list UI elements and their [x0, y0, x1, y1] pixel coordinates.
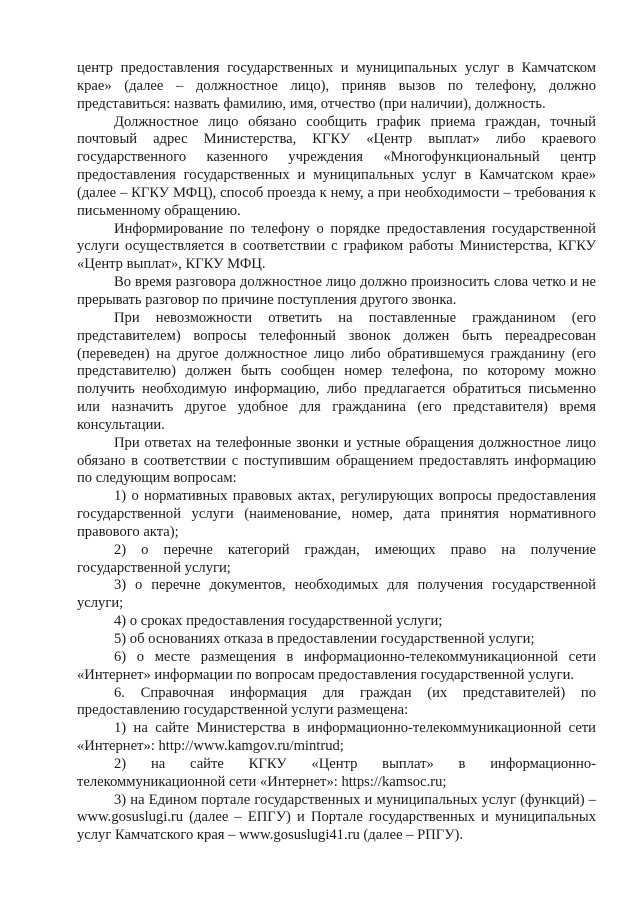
paragraph-call-redirect: При невозможности ответить на поставленные гражданином (его представителем) вопросы телефонный звонок должен быть переадресован (переведен) на другое должностное лицо либо обратившемуся гражданину (его представителю) должен быть сообщен номер телефона, по которому можно получить необходимую информацию, либо предлагается обратиться письменно или назначить другое удобное для гражданина (его представителя) время консультации.: [77, 309, 596, 433]
list-item-internet-info: 6) о месте размещения в информационно-телекоммуникационной сети «Интернет» информации по вопросам предоставления государственной услуги.: [77, 648, 596, 683]
list-item-citizen-categories: 2) о перечне категорий граждан, имеющих право на получение государственной услуги;: [77, 541, 596, 576]
list-item-ministry-site: 1) на сайте Министерства в информационно-телекоммуникационной сети «Интернет»: http://www.kamgov.ru/mintrud;: [77, 720, 596, 755]
list-item-payment-center-site: 2) на сайте КГКУ «Центр выплат» в информационно-телекоммуникационной сети «Интернет»: https://kamsoc.ru;: [77, 755, 596, 790]
paragraph-answer-topics: При ответах на телефонные звонки и устные обращения должностное лицо обязано в соответствии с поступившим обращением предоставлять информацию по следующим вопросам:: [77, 434, 596, 487]
list-item-documents: 3) о перечне документов, необходимых для получения государственной услуги;: [77, 577, 596, 612]
paragraph-reference-info: 6. Справочная информация для граждан (их представителей) по предоставлению государственной услуги размещена:: [77, 684, 596, 719]
paragraph-continuation: центр предоставления государственных и муниципальных услуг в Камчатском крае» (далее – должностное лицо), приняв вызов по телефону, должно представиться: назвать фамилию, имя, отчество (при наличии), должность.: [77, 60, 596, 112]
list-item-refusal-grounds: 5) об основаниях отказа в предоставлении государственной услуги;: [114, 631, 535, 647]
document-page: [77, 60, 596, 845]
list-item-portals: 3) на Едином портале государственных и муниципальных услуг (функций) – www.gosuslugi.ru (далее – ЕПГУ) и Портале государственных и муниципальных услуг Камчатского края – www.gosuslugi41.ru (далее – РПГУ).: [77, 791, 596, 844]
list-item-deadlines: 4) о сроках предоставления государственной услуги;: [114, 613, 443, 630]
paragraph-phone-informing: Информирование по телефону о порядке предоставления государственной услуги осуществляется в соответствии с графиком работы Министерства, КГКУ «Центр выплат», КГКУ МФЦ.: [77, 220, 596, 273]
paragraph-conversation-rules: Во время разговора должностное лицо должно произносить слова четко и не прерывать разговор по причине поступления другого звонка.: [77, 274, 596, 308]
list-item-legal-acts: 1) о нормативных правовых актах, регулирующих вопросы предоставления государственной услуги (наименование, номер, дата принятия нормативного правового акта);: [77, 488, 596, 540]
paragraph-schedule-info: Должностное лицо обязано сообщить график приема граждан, точный почтовый адрес Министерства, КГКУ «Центр выплат» либо краевого государственного казенного учреждения «Многофункциональный центр предоставления государственных и муниципальных услуг в Камчатском крае» (далее – КГКУ МФЦ), способ проезда к нему, а при необходимости – требования к письменному обращению.: [77, 113, 596, 219]
